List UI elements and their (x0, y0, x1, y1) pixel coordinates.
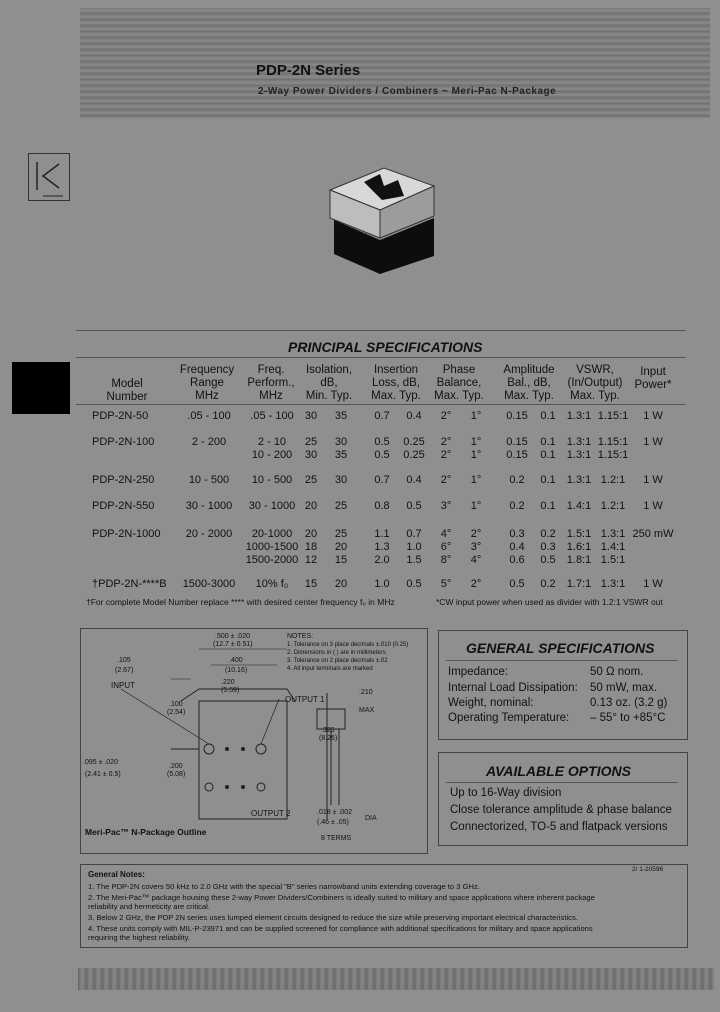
dim-095-mm: (2.41 ± 0.5) (85, 771, 121, 778)
spec-cell-model: PDP-2N-550 (92, 500, 155, 512)
dim-500-mm: (12.7 ± 0.51) (213, 641, 253, 648)
spec-cell-iso-typ: 35 (334, 449, 348, 461)
spec-cell-ph-max: 2° (440, 410, 452, 422)
spec-cell-il-max: 0.7 (374, 410, 390, 422)
spec-cell-power: 1 W (643, 500, 663, 512)
spec-cell-vswr-typ: 1.5:1 (600, 554, 626, 566)
spec-cell-ph-typ: 3° (470, 541, 482, 553)
dim-max: MAX (359, 707, 375, 714)
label-dia: DIA (365, 815, 377, 822)
spec-cell-amp-typ: 0.1 (540, 474, 556, 486)
spec-cell-vswr-max: 1.3:1 (566, 410, 592, 422)
product-photo (322, 160, 440, 278)
spec-cell-model: PDP-2N-100 (92, 436, 155, 448)
spec-cell-model: †PDP-2N-****B (92, 578, 167, 590)
spec-cell-iso-min: 25 (304, 474, 318, 486)
spec-cell-iso-typ: 25 (334, 500, 348, 512)
spec-cell-ph-typ: 1° (470, 410, 482, 422)
footnote-model: †For complete Model Number replace **** with desired center frequency f₀ in MHz (86, 597, 395, 607)
spec-cell-iso-typ: 35 (334, 410, 348, 422)
spec-cell-ph-max: 3° (440, 500, 452, 512)
spec-cell-il-typ: 0.25 (403, 449, 425, 461)
spec-cell-power: 1 W (643, 578, 663, 590)
spec-cell-vswr-max: 1.5:1 (566, 528, 592, 540)
spec-cell-perf: 1500-2000 (245, 554, 299, 566)
general-notes-title: General Notes: (88, 870, 145, 879)
hdr-vswr-3: Max. Typ. (570, 390, 620, 402)
general-notes-code: 2/ 1-20596 (632, 866, 664, 873)
dim-018: .018 ± .002 (317, 809, 352, 816)
spec-cell-il-typ: 0.5 (406, 500, 422, 512)
spec-cell-ph-max: 5° (440, 578, 452, 590)
dim-100: .100 (169, 701, 183, 708)
spec-cell-il-typ: 0.4 (406, 474, 422, 486)
spec-cell-power: 1 W (643, 436, 663, 448)
gs-value-impedance: 50 Ω nom. (590, 666, 644, 678)
spec-cell-il-typ: 0.25 (403, 436, 425, 448)
option-item: Up to 16-Way division (450, 787, 562, 799)
dim-500: .500 ± .020 (215, 633, 250, 640)
spec-cell-amp-max: 0.5 (509, 578, 525, 590)
footer-band (78, 968, 714, 990)
gs-label-weight: Weight, nominal: (448, 697, 534, 709)
spec-cell-il-max: 2.0 (374, 554, 390, 566)
hdr-power-1: Input (640, 366, 666, 378)
hdr-range-2: Range (190, 377, 224, 389)
series-subtitle: 2-Way Power Dividers / Combiners ~ Meri-Pac N-Package (258, 86, 557, 97)
outline-note-2: 2. Dimensions in ( ) are in millimeters (287, 650, 386, 656)
spec-cell-vswr-typ: 1.3:1 (600, 528, 626, 540)
spec-cell-perf: 30 - 1000 (248, 500, 296, 512)
spec-cell-vswr-max: 1.7:1 (566, 578, 592, 590)
spec-cell-ph-max: 2° (440, 449, 452, 461)
label-input: INPUT (111, 681, 135, 690)
header-rule (76, 404, 686, 405)
spec-cell-amp-max: 0.2 (509, 474, 525, 486)
spec-cell-amp-typ: 0.2 (540, 578, 556, 590)
spec-cell-amp-typ: 0.1 (540, 449, 556, 461)
principal-specs-title: PRINCIPAL SPECIFICATIONS (288, 339, 483, 355)
spec-cell-amp-max: 0.3 (509, 528, 525, 540)
spec-cell-il-typ: 0.4 (406, 410, 422, 422)
general-specs-title: GENERAL SPECIFICATIONS (466, 640, 655, 656)
outline-note-3: 3. Tolerance on 2 place decimals ±.02 (287, 658, 388, 664)
hdr-power-2: Power* (634, 379, 672, 391)
spec-cell-perf: 10% f₀ (255, 578, 289, 590)
hdr-phase-2: Balance, (436, 377, 482, 389)
spec-cell-iso-typ: 25 (334, 528, 348, 540)
spec-cell-ph-typ: 4° (470, 554, 482, 566)
spec-cell-vswr-max: 1.4:1 (566, 500, 592, 512)
dim-325-mm: (8.26) (319, 735, 338, 742)
hdr-amp-1: Amplitude (503, 364, 555, 376)
spec-cell-iso-typ: 20 (334, 541, 348, 553)
dim-105: .105 (117, 657, 131, 664)
hdr-iso-3: Min. Typ. (305, 390, 353, 402)
dim-105-mm: (2.67) (115, 667, 134, 674)
gs-label-temperature: Operating Temperature: (448, 712, 570, 724)
spec-cell-power: 1 W (643, 410, 663, 422)
dim-200: .200 (169, 763, 183, 770)
header-band (80, 8, 710, 118)
spec-cell-il-max: 1.1 (374, 528, 390, 540)
spec-cell-amp-typ: 0.1 (540, 436, 556, 448)
spec-cell-amp-typ: 0.1 (540, 410, 556, 422)
label-output1: OUTPUT 1 (285, 695, 325, 704)
spec-cell-perf: 10 - 200 (251, 449, 293, 461)
gs-label-impedance: Impedance: (448, 666, 509, 678)
spec-cell-range: 20 - 2000 (185, 528, 233, 540)
gs-value-temperature: – 55° to +85°C (590, 712, 666, 724)
label-terms: 8 TERMS (321, 835, 352, 842)
spec-cell-vswr-max: 1.3:1 (566, 474, 592, 486)
spec-cell-iso-typ: 30 (334, 474, 348, 486)
spec-cell-iso-typ: 30 (334, 436, 348, 448)
spec-cell-ph-typ: 1° (470, 500, 482, 512)
spec-cell-iso-min: 12 (304, 554, 318, 566)
spec-cell-il-max: 0.5 (374, 436, 390, 448)
spec-cell-amp-max: 0.15 (506, 449, 528, 461)
spec-cell-vswr-max: 1.6:1 (566, 541, 592, 553)
spec-cell-ph-max: 8° (440, 554, 452, 566)
series-title: PDP-2N Series (256, 62, 361, 79)
hdr-iso-1: Isolation, (305, 364, 353, 376)
title-rule (76, 357, 686, 358)
hdr-il-2: Loss, dB, (372, 377, 420, 389)
spec-cell-perf: 10 - 500 (251, 474, 293, 486)
spec-cell-amp-max: 0.4 (509, 541, 525, 553)
hdr-vswr-1: VSWR, (576, 364, 614, 376)
spec-cell-ph-max: 2° (440, 474, 452, 486)
spec-cell-range: 10 - 500 (188, 474, 230, 486)
label-output2: OUTPUT 2 (251, 809, 291, 818)
spec-cell-vswr-typ: 1.3:1 (600, 578, 626, 590)
spec-cell-amp-typ: 0.1 (540, 500, 556, 512)
spec-cell-amp-typ: 0.2 (540, 528, 556, 540)
spec-cell-il-typ: 1.0 (406, 541, 422, 553)
footnote-power: *CW input power when used as divider with 1.2:1 VSWR out (436, 597, 663, 607)
spec-cell-iso-min: 20 (304, 528, 318, 540)
spec-cell-iso-min: 18 (304, 541, 318, 553)
spec-cell-perf: 1000-1500 (245, 541, 299, 553)
hdr-model-1: Model (111, 378, 143, 390)
spec-cell-vswr-max: 1.3:1 (566, 449, 592, 461)
dim-400-mm: (10.16) (225, 667, 248, 674)
spec-cell-range: 2 - 200 (191, 436, 227, 448)
spec-cell-vswr-typ: 1.15:1 (597, 436, 629, 448)
spec-cell-il-typ: 1.5 (406, 554, 422, 566)
dim-200-mm: (5.08) (167, 771, 186, 778)
option-item: Connectorized, TO-5 and flatpack versions (450, 821, 668, 833)
dim-220-mm: (5.59) (221, 687, 240, 694)
general-note: 2. The Meri-Pac™ package housing these 2-way Power Dividers/Combiners is ideally suited to military and space applications where inherent package (88, 893, 595, 902)
company-logo (28, 153, 70, 201)
top-rule (76, 330, 686, 331)
spec-cell-amp-max: 0.15 (506, 436, 528, 448)
spec-cell-iso-min: 20 (304, 500, 318, 512)
hdr-perf-1: Freq. (257, 364, 285, 376)
spec-cell-iso-typ: 15 (334, 554, 348, 566)
spec-cell-model: PDP-2N-250 (92, 474, 155, 486)
spec-cell-ph-typ: 1° (470, 474, 482, 486)
spec-cell-amp-max: 0.15 (506, 410, 528, 422)
hdr-model-2: Number (106, 391, 148, 403)
hdr-vswr-2: (In/Output) (567, 377, 623, 389)
hdr-range-1: Frequency (179, 364, 235, 376)
gs-label-dissipation: Internal Load Dissipation: (448, 682, 578, 694)
spec-cell-il-typ: 0.7 (406, 528, 422, 540)
spec-cell-ph-max: 2° (440, 436, 452, 448)
spec-cell-ph-max: 6° (440, 541, 452, 553)
gs-value-dissipation: 50 mW, max. (590, 682, 658, 694)
spec-cell-vswr-typ: 1.2:1 (600, 474, 626, 486)
spec-cell-iso-typ: 20 (334, 578, 348, 590)
hdr-perf-2: Perform., (247, 377, 295, 389)
general-note: 3. Below 2 GHz, the PDP 2N series uses lumped element circuits designed to reduce the size while preserving important electrical characteristics. (88, 913, 578, 922)
spec-cell-vswr-typ: 1.15:1 (597, 410, 629, 422)
outline-note-4: 4. All input terminals are marked (287, 666, 373, 672)
spec-cell-range: 30 - 1000 (185, 500, 233, 512)
hdr-amp-3: Max. Typ. (504, 390, 554, 402)
spec-cell-ph-typ: 1° (470, 436, 482, 448)
hdr-il-1: Insertion (373, 364, 419, 376)
spec-cell-amp-max: 0.6 (509, 554, 525, 566)
spec-cell-power: 250 mW (632, 528, 674, 540)
spec-cell-vswr-typ: 1.4:1 (600, 541, 626, 553)
general-note: 4. These units comply with MIL-P-23971 and can be supplied screened for compliance with additional specifications for military and space applications (88, 924, 593, 933)
hdr-amp-2: Bal., dB, (507, 377, 551, 389)
general-note: 1. The PDP-2N covers 50 kHz to 2.0 GHz with the special "B" series narrowband units extending coverage to 3 GHz. (88, 882, 480, 891)
outline-notes-title: NOTES: (287, 633, 314, 640)
spec-cell-perf: 20-1000 (251, 528, 293, 540)
spec-cell-vswr-max: 1.8:1 (566, 554, 592, 566)
dim-220: .220 (221, 679, 235, 686)
spec-cell-ph-max: 4° (440, 528, 452, 540)
outline-caption: Meri-Pac™ N-Package Outline (85, 827, 207, 837)
gs-rule (446, 660, 678, 661)
available-options-title: AVAILABLE OPTIONS (486, 763, 631, 779)
dim-100-mm: (2.54) (167, 709, 186, 716)
general-note: reliability and hermeticity are critical. (88, 902, 210, 911)
spec-cell-vswr-max: 1.3:1 (566, 436, 592, 448)
dim-018-mm: (.46 ± .05) (317, 819, 349, 826)
spec-cell-ph-typ: 2° (470, 528, 482, 540)
hdr-phase-1: Phase (442, 364, 476, 376)
ao-rule (446, 782, 678, 783)
spec-cell-il-max: 1.0 (374, 578, 390, 590)
spec-cell-vswr-typ: 1.2:1 (600, 500, 626, 512)
option-item: Close tolerance amplitude & phase balance (450, 804, 672, 816)
dim-095: .095 ± .020 (83, 759, 118, 766)
hdr-range-3: MHz (195, 390, 219, 402)
dim-400: .400 (229, 657, 243, 664)
dim-325: .325 (321, 727, 335, 734)
spec-cell-il-typ: 0.5 (406, 578, 422, 590)
spec-cell-ph-typ: 2° (470, 578, 482, 590)
spec-cell-vswr-typ: 1.15:1 (597, 449, 629, 461)
spec-cell-model: PDP-2N-50 (92, 410, 149, 422)
outline-note-1: 1. Tolerance on 3 place decimals ±.010 (0.25) (287, 642, 409, 648)
spec-cell-perf: .05 - 100 (250, 410, 294, 422)
spec-cell-amp-max: 0.2 (509, 500, 525, 512)
spec-cell-iso-min: 25 (304, 436, 318, 448)
spec-cell-il-max: 0.7 (374, 474, 390, 486)
hdr-perf-3: MHz (259, 390, 283, 402)
section-tab (12, 362, 70, 414)
spec-cell-range: .05 - 100 (187, 410, 231, 422)
hdr-il-3: Max. Typ. (371, 390, 421, 402)
hdr-iso-2: dB, (320, 377, 338, 389)
general-note: requiring the highest reliability. (88, 933, 191, 942)
spec-cell-il-max: 0.5 (374, 449, 390, 461)
spec-cell-amp-typ: 0.3 (540, 541, 556, 553)
spec-cell-range: 1500-3000 (182, 578, 236, 590)
dim-210: .210 (359, 689, 373, 696)
spec-cell-iso-min: 30 (304, 410, 318, 422)
spec-cell-amp-typ: 0.5 (540, 554, 556, 566)
spec-cell-iso-min: 30 (304, 449, 318, 461)
gs-value-weight: 0.13 oz. (3.2 g) (590, 697, 668, 709)
spec-cell-power: 1 W (643, 474, 663, 486)
spec-cell-il-max: 1.3 (374, 541, 390, 553)
spec-cell-ph-typ: 1° (470, 449, 482, 461)
spec-cell-il-max: 0.8 (374, 500, 390, 512)
spec-cell-perf: 2 - 10 (257, 436, 287, 448)
hdr-phase-3: Max. Typ. (434, 390, 484, 402)
spec-cell-model: PDP-2N-1000 (92, 528, 161, 540)
spec-cell-iso-min: 15 (304, 578, 318, 590)
outline-drawing (80, 628, 428, 854)
